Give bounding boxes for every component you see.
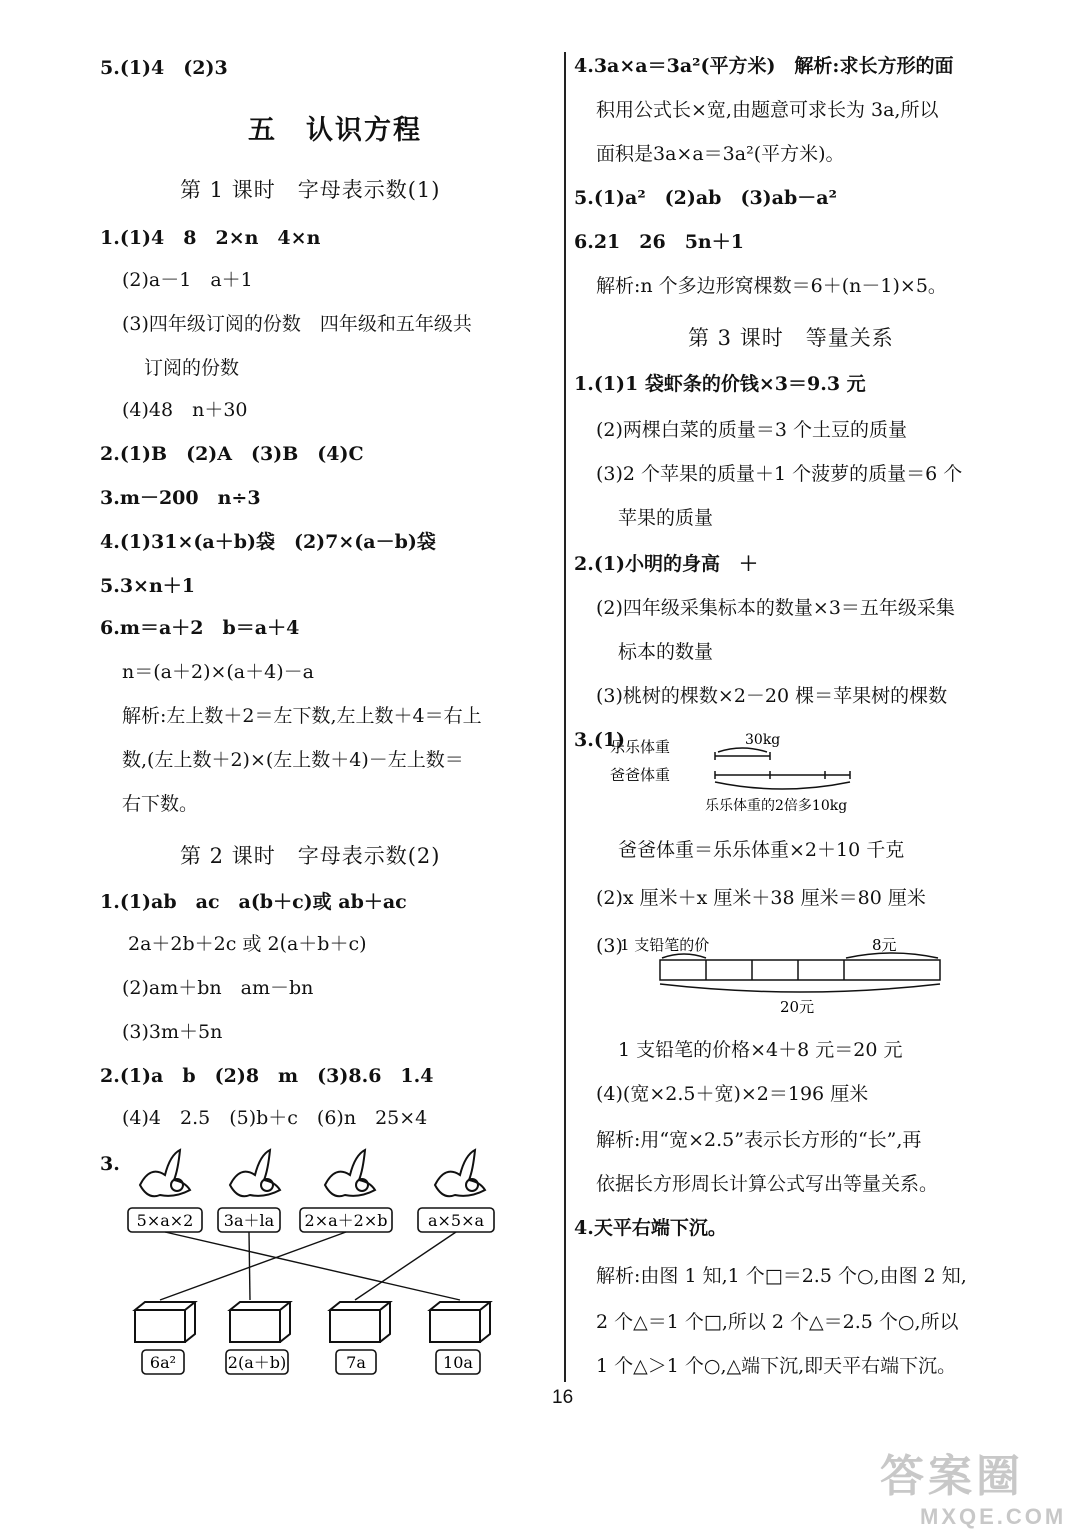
box-icons (135, 1302, 490, 1342)
answer-line: 6.m＝a＋2 b＝a＋4 (100, 617, 300, 639)
answer-line: 6.21 26 5n＋1 (574, 231, 744, 253)
answer-line: 1 支铅笔的价格×4＋8 元＝20 元 (618, 1039, 903, 1061)
answer-line: 订阅的份数 (144, 357, 240, 379)
answer-line: (2)四年级采集标本的数量×3＝五年级采集 (596, 597, 955, 619)
column-divider (564, 52, 566, 1382)
box-label: 6a² (149, 1353, 177, 1372)
answer-line: (3)桃树的棵数×2－20 棵＝苹果树的棵数 (596, 685, 948, 707)
answer-line: (3)四年级订阅的份数 四年级和五年级共 (122, 313, 472, 335)
answer-line: (3)3m＋5n (122, 1021, 223, 1043)
answer-line: 2.(1)小明的身高 ＋ (574, 553, 759, 575)
analysis-line: 右下数。 (122, 793, 199, 815)
answer-line: 3. (100, 1153, 120, 1175)
analysis-line: 依据长方形周长计算公式写出等量关系。 (596, 1173, 939, 1195)
bird-icon (140, 1150, 190, 1196)
chapter-title: 五 认识方程 (248, 115, 422, 146)
answer-line: 5.(1)4 (2)3 (100, 57, 228, 79)
watermark-url: MXQE.COM (920, 1504, 1067, 1529)
answer-line: 2.(1)a b (2)8 m (3)8.6 1.4 (100, 1065, 434, 1087)
price-segment-diagram (620, 930, 960, 1020)
answer-line: 5.3×n＋1 (100, 575, 196, 597)
box-label: 7a (346, 1353, 366, 1372)
answer-line: (3) (596, 935, 623, 957)
analysis-line: 2 个△＝1 个□,所以 2 个△＝2.5 个○,所以 (596, 1311, 959, 1333)
answer-line: 3.(1) (574, 729, 626, 751)
bird-label: 3a＋la (223, 1211, 275, 1230)
lesson-title: 第 3 课时 等量关系 (688, 326, 894, 350)
segment-label: 爸爸体重 (610, 766, 671, 784)
answer-line: 5.(1)a² (2)ab (3)ab－a² (574, 187, 837, 209)
answer-line: 2a＋2b＋2c 或 2(a＋b＋c) (128, 933, 367, 955)
analysis-line: 解析:n 个多边形窝棵数＝6＋(n－1)×5。 (596, 275, 947, 297)
page-number: 16 (552, 1387, 574, 1408)
analysis-line: 数,(左上数＋2)×(左上数＋4)－左上数＝ (122, 749, 464, 771)
analysis-line: 解析:左上数＋2＝左下数,左上数＋4＝右上 (122, 705, 482, 727)
answer-line: (2)两棵白菜的质量＝3 个土豆的质量 (596, 419, 908, 441)
analysis-line: 面积是3a×a＝3a²(平方米)。 (596, 143, 845, 165)
segment-label: 8元 (872, 936, 897, 954)
watermark (880, 1440, 1066, 1530)
answer-line: (3)2 个苹果的质量＋1 个菠萝的质量＝6 个 (596, 463, 963, 485)
answer-line: (2)am＋bn am－bn (122, 977, 314, 999)
segment-label: 乐乐体重 (610, 738, 671, 756)
analysis-line: 1 个△＞1 个○,△端下沉,即天平右端下沉。 (596, 1355, 957, 1377)
lesson-title: 第 1 课时 字母表示数(1) (180, 178, 441, 202)
answer-line: 1.(1)1 袋虾条的价钱×3＝9.3 元 (574, 373, 866, 395)
answer-line: n＝(a＋2)×(a＋4)－a (122, 661, 314, 683)
segment-label: 20元 (780, 998, 815, 1016)
answer-line: 爸爸体重＝乐乐体重×2＋10 千克 (618, 839, 905, 861)
answer-line: 苹果的质量 (618, 507, 714, 529)
answer-line: (4)(宽×2.5＋宽)×2＝196 厘米 (596, 1083, 869, 1105)
segment-label: 乐乐体重的2倍多10kg (705, 798, 848, 814)
answer-line: 4.天平右端下沉。 (574, 1217, 727, 1239)
bird-label: a×5×a (427, 1211, 485, 1230)
bird-label: 2×a＋2×b (304, 1211, 388, 1230)
analysis-line: 积用公式长×宽,由题意可求长为 3a,所以 (596, 99, 939, 121)
answer-line: (4)48 n＋30 (122, 399, 248, 421)
analysis-line: 解析:由图 1 知,1 个□＝2.5 个○,由图 2 知, (596, 1265, 967, 1287)
analysis-line: 解析:用“宽×2.5”表示长方形的“长”,再 (596, 1129, 922, 1151)
bird-icon (435, 1150, 485, 1196)
match-lines (160, 1232, 460, 1300)
answer-line: (2)a－1 a＋1 (122, 269, 253, 291)
segment-label: 30kg (745, 732, 781, 748)
answer-line: 4.(1)31×(a＋b)袋 (2)7×(a－b)袋 (100, 531, 436, 553)
bird-label: 5×a×2 (136, 1211, 194, 1230)
answer-line: 4.3a×a＝3a²(平方米) 解析:求长方形的面 (574, 55, 954, 77)
answer-line: 标本的数量 (618, 641, 714, 663)
bird-icon (230, 1150, 280, 1196)
answer-line: 2.(1)B (2)A (3)B (4)C (100, 443, 364, 465)
weight-segment-diagram (600, 730, 900, 820)
bird-icon (325, 1150, 375, 1196)
answer-line: (4)4 2.5 (5)b＋c (6)n 25×4 (122, 1107, 428, 1129)
answer-line: (2)x 厘米＋x 厘米＋38 厘米＝80 厘米 (596, 887, 926, 909)
box-label: 2(a＋b) (227, 1353, 287, 1372)
answer-line: 3.m－200 n÷3 (100, 487, 261, 509)
matching-diagram (110, 1140, 510, 1390)
answer-line: 1.(1)4 8 2×n 4×n (100, 227, 321, 249)
lesson-title: 第 2 课时 字母表示数(2) (180, 844, 441, 868)
watermark-text: 答案圈 (880, 1452, 1024, 1501)
box-label: 10a (443, 1353, 473, 1372)
segment-label: 1 支铅笔的价 (620, 936, 710, 954)
answer-line: 1.(1)ab ac a(b＋c)或 ab＋ac (100, 891, 407, 913)
